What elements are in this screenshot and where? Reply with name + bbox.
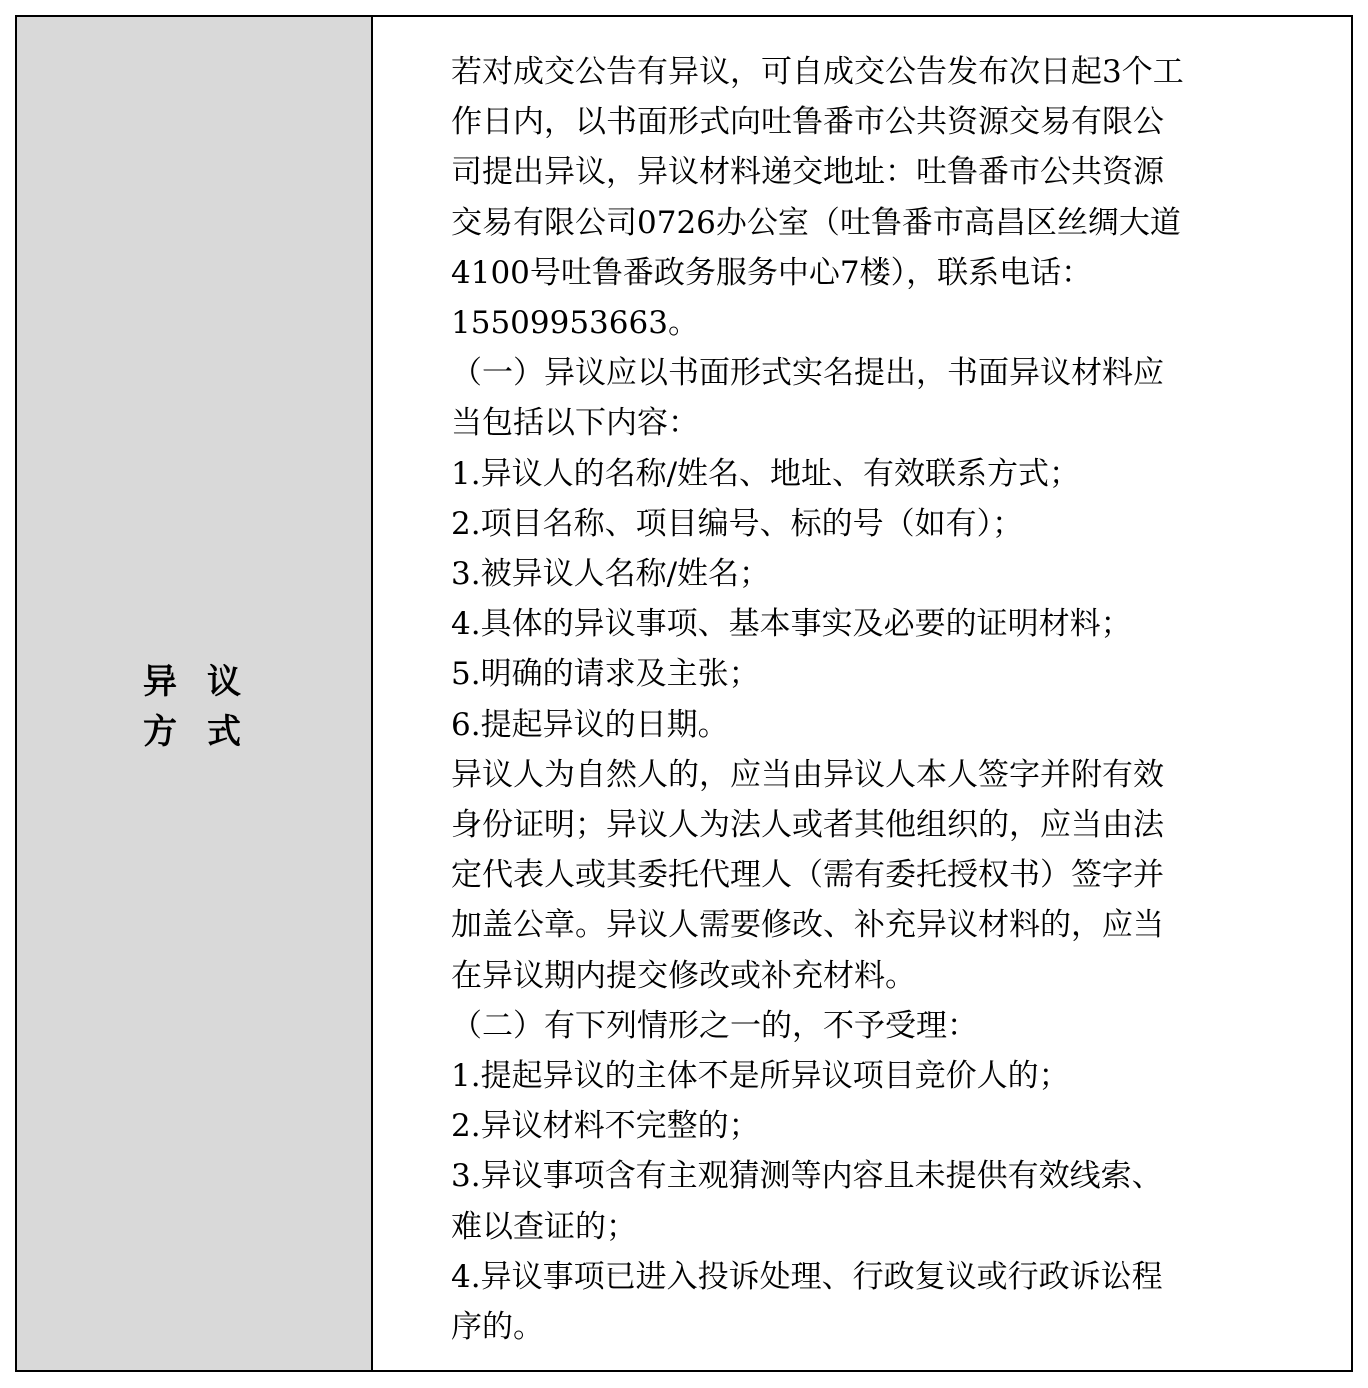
row-label-line-2: 方式: [143, 712, 271, 752]
content-cell: [373, 17, 1351, 1370]
content-line: 司提出异议，异议材料递交地址：吐鲁番市公共资源: [451, 154, 1164, 191]
content-line: 在异议期内提交修改或补充材料。: [451, 957, 916, 994]
content-line: 4.具体的异议事项、基本事实及必要的证明材料；: [451, 606, 1132, 643]
content-line: 2.异议材料不完整的；: [451, 1108, 760, 1145]
content-line: （二）有下列情形之一的，不予受理：: [451, 1007, 978, 1044]
content-line: 5.明确的请求及主张；: [451, 656, 760, 693]
content-line: 2.项目名称、项目编号、标的号（如有）；: [451, 505, 1024, 542]
content-line: 加盖公章。异议人需要修改、补充异议材料的，应当: [451, 907, 1164, 944]
content-line: 15509953663。: [451, 305, 699, 342]
content-line: 序的。: [451, 1309, 544, 1346]
row-label: [143, 657, 271, 757]
content-line: 异议人为自然人的，应当由异议人本人签字并附有效: [451, 756, 1164, 793]
content-line: 作日内，以书面形式向吐鲁番市公共资源交易有限公: [451, 104, 1164, 141]
content-line: 若对成交公告有异议，可自成交公告发布次日起3个工: [451, 54, 1184, 90]
content-line: 4100号吐鲁番政务服务中心7楼），联系电话：: [451, 254, 1093, 291]
content-line: 1.提起异议的主体不是所异议项目竞价人的；: [451, 1058, 1070, 1095]
content-line: 当包括以下内容：: [451, 405, 699, 442]
content-line: 定代表人或其委托代理人（需有委托授权书）签字并: [451, 857, 1164, 894]
content-line: 6.提起异议的日期。: [451, 706, 729, 743]
content-line: 交易有限公司0726办公室（吐鲁番市高昌区丝绸大道: [451, 204, 1181, 241]
objection-table: [15, 15, 1353, 1372]
content-line: 3.被异议人名称/姓名；: [451, 556, 771, 593]
content-line: （一）异议应以书面形式实名提出，书面异议材料应: [451, 355, 1164, 392]
content-line: 3.异议事项含有主观猜测等内容且未提供有效线索、: [451, 1158, 1163, 1195]
content-line: 4.异议事项已进入投诉处理、行政复议或行政诉讼程: [451, 1258, 1163, 1295]
row-label-line-1: 异议: [143, 662, 271, 702]
label-cell: [17, 17, 373, 1370]
content-line: 身份证明；异议人为法人或者其他组织的，应当由法: [451, 807, 1164, 844]
content-line: 难以查证的；: [451, 1208, 637, 1245]
content-line: 1.异议人的名称/姓名、地址、有效联系方式；: [451, 455, 1081, 492]
